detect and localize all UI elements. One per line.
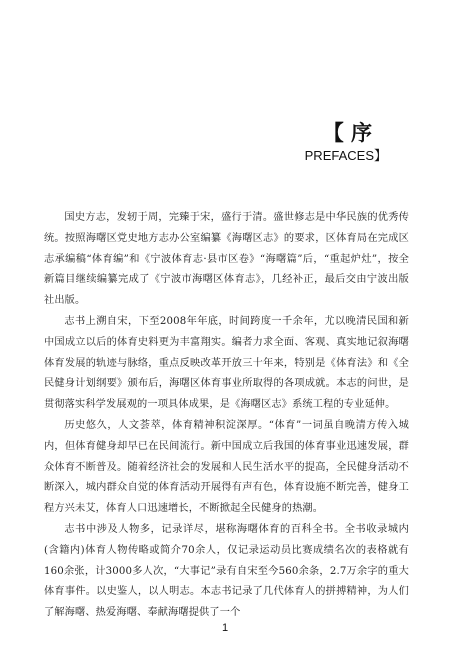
paragraph: 历史悠久，人文荟萃，体育精神积淀深厚。“体育”一词虽自晚清方传入城内，但体育健身却早已在民间流行。新中国成立后我国的体育事业迅速发展，群众体育不断普及。随着经济社会的发展和人民生活水平的提高，全民健身活动不断深入，城内群众自觉的体育活动开展得有声有色，体育设施不断完善，健身工程方兴未艾，体育人口迅速增长，不断掀起全民健身的热潮。	[44, 419, 409, 515]
paragraph: 志书上溯自宋，下至2008年年底，时间跨度一千余年，尤以晚清民国和新中国成立以后的体育史料更为丰富翔实。编者力求全面、客观、真实地记叙海曙体育发展的轨迹与脉络，重点反映改革开放三十年来，特别是《体育法》和《全民健身计划纲要》颁布后，海曙区体育事业所取得的各项成就。本志的问世，是贯彻落实科学发展观的一项具体成果，是《海曙区志》系统工程的专业延伸。	[44, 315, 409, 411]
preface-subtitle: PREFACES】	[304, 148, 387, 163]
section-heading	[0, 120, 372, 146]
paragraph: 国史方志，发轫于周，完臻于宋，盛行于清。盛世修志是中华民族的优秀传统。按照海曙区党史地方志办公室编纂《海曙区志》的要求，区体育局在完成区志承编稿“体育编”和《宁波体育志·县市区卷》“海曙篇”后，“重起炉灶”，按全新篇目继续编纂完成了《宁波市海曙区体育志》，几经补正，最后交由宁波出版社出版。	[44, 212, 409, 307]
preface-body	[44, 208, 409, 624]
page-number: 1	[221, 622, 229, 634]
paragraph: 志书中涉及人物多，记录详尽，堪称海曙体育的百科全书。全书收录城内(含籍内)体育人物传略或简介70余人，仅记录运动员比赛成绩名次的表格就有160余张，计3000多人次，“大事记”录有自宋至今560余条，2.7万余字的重大体育事件。以史鉴人，以人明志。本志书记录了几代体育人的拼搏精神，为人们了解海曙、热爱海曙、奉献海曙提供了一个	[44, 523, 409, 619]
preface-title: 【 序	[322, 121, 372, 145]
